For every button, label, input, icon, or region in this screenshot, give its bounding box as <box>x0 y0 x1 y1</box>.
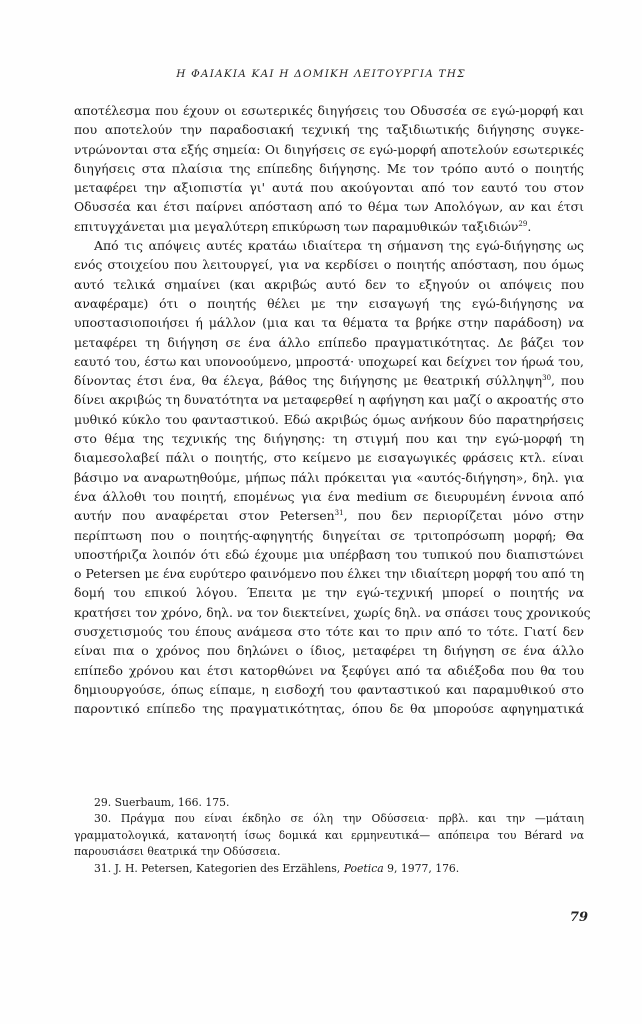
text-line: υποστασιοποιήσει ή μάλλον (μια και τα θέματα τα βρήκε στην παράδοση) να <box>74 315 584 331</box>
footnote-30-line: 30. Πράγμα που είναι έκδηλο σε όλη την Οδύσσεια· πρβλ. και την —μάταιη <box>94 812 584 826</box>
text-line: μεταφέρει την αξιοπιστία γι' αυτά που ακούγονται από τον εαυτό του στον <box>74 180 584 196</box>
footnote-ref-30: 30 <box>542 374 552 383</box>
text-line: υποστήριζα λοιπόν ότι εδώ έχουμε μια υπέρβαση του τυπικού που διαπιστώνει <box>74 546 584 562</box>
text-line: μεταφέρει τη διήγηση σε ένα άλλο επίπεδο πραγματικότητας. Δε βάζει τον <box>74 334 584 350</box>
footnote-31-suffix: 9, 1977, 176. <box>383 861 460 875</box>
paragraph-1 <box>74 101 584 236</box>
text-line: επίπεδο χρόνου και έτσι κατορθώνει να ξεφύγει από τα αδιέξοδα που θα του <box>74 662 584 678</box>
text-line: ενός στοιχείου που λειτουργεί, για να κερδίσει ο ποιητής απόσταση, που όμως <box>74 257 584 273</box>
text-line: ένα άλλοθι του ποιητή, επομένως για ένα medium σε διευρυμένη έννοια από <box>74 488 584 504</box>
text-line: δίνει ακριβώς τη δυνατότητα να μεταφερθεί η αφήγηση και μαζί ο ακροατής στο <box>74 392 584 408</box>
text-line: βάσιμο να αναρωτηθούμε, μήπως πάλι πρόκειται για «αυτός-διήγηση», δηλ. για <box>74 469 584 485</box>
footnote-31-prefix: 31. J. H. Petersen, Kategorien des Erzählens, <box>94 861 344 875</box>
footnote-ref-31: 31 <box>334 509 344 518</box>
text-line: Από τις απόψεις αυτές κρατάω ιδιαίτερα τη σήμανση της εγώ-διήγησης ως <box>94 238 584 254</box>
text-line: στο θέμα της τεχνικής της διήγησης: τη στιγμή που και την εγώ-μορφή τη <box>74 431 584 447</box>
text-fragment: δίνοντας έτσι ένα, θα έλεγα, βάθος της διήγησης με θεατρική σύλληψη <box>74 373 543 389</box>
text-line <box>74 506 584 525</box>
text-line: μυθικό κύκλο του φανταστικού. Εδώ ακριβώς όμως ανήκουν δύο παρατηρήσεις <box>74 411 584 427</box>
footnote-ref-29: 29 <box>518 219 528 228</box>
paragraph-2 <box>74 236 591 718</box>
text-line: διαμεσολαβεί πάλι ο ποιητής, στο κείμενο με εισαγωγικές φράσεις κτλ. είναι <box>74 450 584 466</box>
text-fragment: επιτυγχάνεται μια μεγαλύτερη επικύρωση των παραμυθικών ταξιδιών <box>74 218 519 234</box>
main-text <box>74 101 591 719</box>
page-number: 79 <box>569 910 588 925</box>
text-line: κρατήσει τον χρόνο, δηλ. να τον διεκτείνει, χωρίς δηλ. να σπάσει τους χρονικούς <box>74 604 591 620</box>
text-line: αυτό τελικά σημαίνει (και ακριβώς αυτό δεν το εξηγούν οι απόψεις που <box>74 276 584 292</box>
text-line: ο Petersen με ένα ευρύτερο φαινόμενο που έλκει την ιδιαίτερη μορφή του από τη <box>74 566 584 582</box>
text-line: αναφέραμε) ότι ο ποιητής θέλει με την εισαγωγή της εγώ-διήγησης να <box>74 295 584 311</box>
text-line: δομή του επικού λόγου. Έπειτα με την εγώ-τεχνική μπορεί ο ποιητής να <box>74 585 584 601</box>
footnote-31-journal: Poetica <box>343 861 384 875</box>
text-line: παροντικό επίπεδο της πραγματικότητας, όπου δε θα μπορούσε αφηγηματικά <box>74 701 584 717</box>
text-line: ντρώνονται στα εξής σημεία: Οι διηγήσεις σε εγώ-μορφή αποτελούν εσωτερικές <box>74 141 584 157</box>
text-line: συσχετισμούς του έπους ανάμεσα στο τότε και το πριν από το τότε. Γιατί δεν <box>74 624 584 640</box>
text-fragment: αυτήν που αναφέρεται στον Petersen <box>74 508 335 524</box>
text-fragment: , που <box>551 373 584 389</box>
text-line: αποτέλεσμα που έχουν οι εσωτερικές διηγήσεις του Οδυσσέα σε εγώ-μορφή και <box>74 103 584 118</box>
text-line: που αποτελούν την παραδοσιακή τεχνική της ταξιδιωτικής διήγησης συγκε- <box>74 122 584 138</box>
text-line: Οδυσσέα και έτσι παίρνει απόσταση από το θέμα των Απολόγων, αν και έτσι <box>74 199 584 215</box>
text-fragment: , που δεν περιορίζεται μόνο στην <box>343 508 584 524</box>
footnote-29: 29. Suerbaum, 166. 175. <box>94 796 230 809</box>
text-line: δημιουργούσε, όπως είπαμε, η εισδοχή του φανταστικού και παραμυθικού στο <box>74 681 584 697</box>
running-head: Η ΦΑΙΑΚΙΑ ΚΑΙ Η ΔΟΜΙΚΗ ΛΕΙΤΟΥΡΓΙΑ ΤΗΣ <box>176 68 466 80</box>
text-line <box>74 371 584 390</box>
text-line: εαυτό του, έστω και υπονοούμενο, μπροστά· υποχωρεί και δείχνει τον ήρωά του, <box>74 353 584 369</box>
footnote-30-line: γραμματολογικά, κατανοητή ίσως δομικά και ερμηνευτικά— απόπειρα του Bérard να <box>74 828 584 842</box>
footnotes <box>74 795 584 877</box>
text-line: επιτυγχάνεται μια μεγαλύτερη επικύρωση των παραμυθικών ταξιδιών$^{29}$. <box>74 218 532 234</box>
footnote-30-line: παρουσιάσει θεατρικά την Οδύσσεια. <box>74 845 281 859</box>
footnote-31 <box>74 861 584 877</box>
text-line: περίπτωση που ο ποιητής-αφηγητής διηγείται σε τριτοπρόσωπη μορφή; Θα <box>74 527 584 543</box>
text-line: διηγήσεις στα πλαίσια της επίπεδης διήγησης. Με τον τρόπο αυτό ο ποιητής <box>74 160 584 176</box>
text-line: είναι πια ο χρόνος που δηλώνει ο ίδιος, μεταφέρει τη διήγηση σε ένα άλλο <box>74 643 584 659</box>
